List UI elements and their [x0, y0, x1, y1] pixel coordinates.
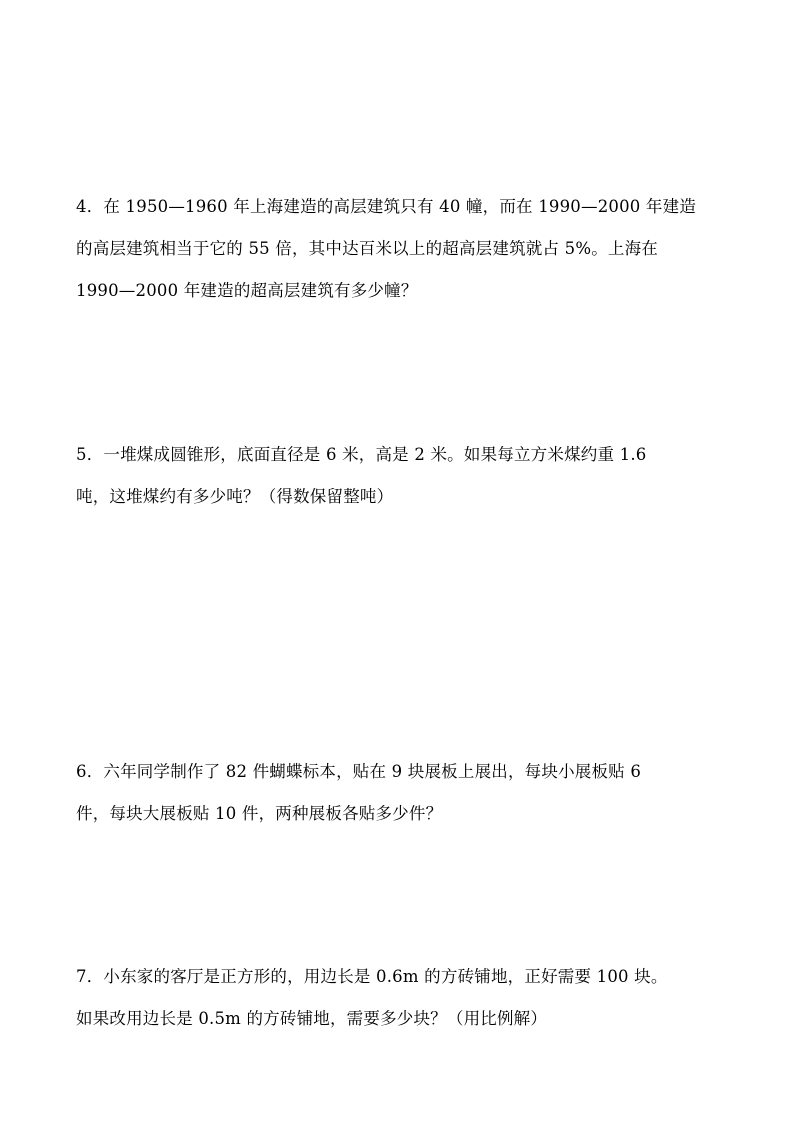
problem-6-line-2: 件，每块大展板贴 10 件，两种展板各贴多少件？	[76, 804, 443, 823]
problem-6	[76, 751, 726, 835]
problem-4-line-1: 4．在 1950—1960 年上海建造的高层建筑只有 40 幢，而在 1990—2000 年建造	[76, 197, 697, 216]
problem-5-line-2: 吨，这堆煤约有多少吨？（得数保留整吨）	[76, 487, 394, 506]
problem-5-line-1: 5．一堆煤成圆锥形，底面直径是 6 米，高是 2 米。如果每立方米煤约重 1.6	[76, 445, 647, 464]
problem-5	[76, 434, 726, 518]
problem-4-line-2: 的高层建筑相当于它的 55 倍，其中达百米以上的超高层建筑就占 5%。上海在	[76, 239, 659, 258]
problem-7-line-2: 如果改用边长是 0.5m 的方砖铺地，需要多少块？（用比例解）	[76, 1009, 548, 1028]
problem-4	[76, 186, 726, 312]
problem-4-line-3: 1990—2000 年建造的超高层建筑有多少幢？	[76, 281, 418, 300]
problem-7	[76, 956, 726, 1040]
problem-6-line-1: 6．六年同学制作了 82 件蝴蝶标本，贴在 9 块展板上展出，每块小展板贴 6	[76, 762, 642, 781]
problem-7-line-1: 7．小东家的客厅是正方形的，用边长是 0.6m 的方砖铺地，正好需要 100 块。	[76, 967, 668, 986]
